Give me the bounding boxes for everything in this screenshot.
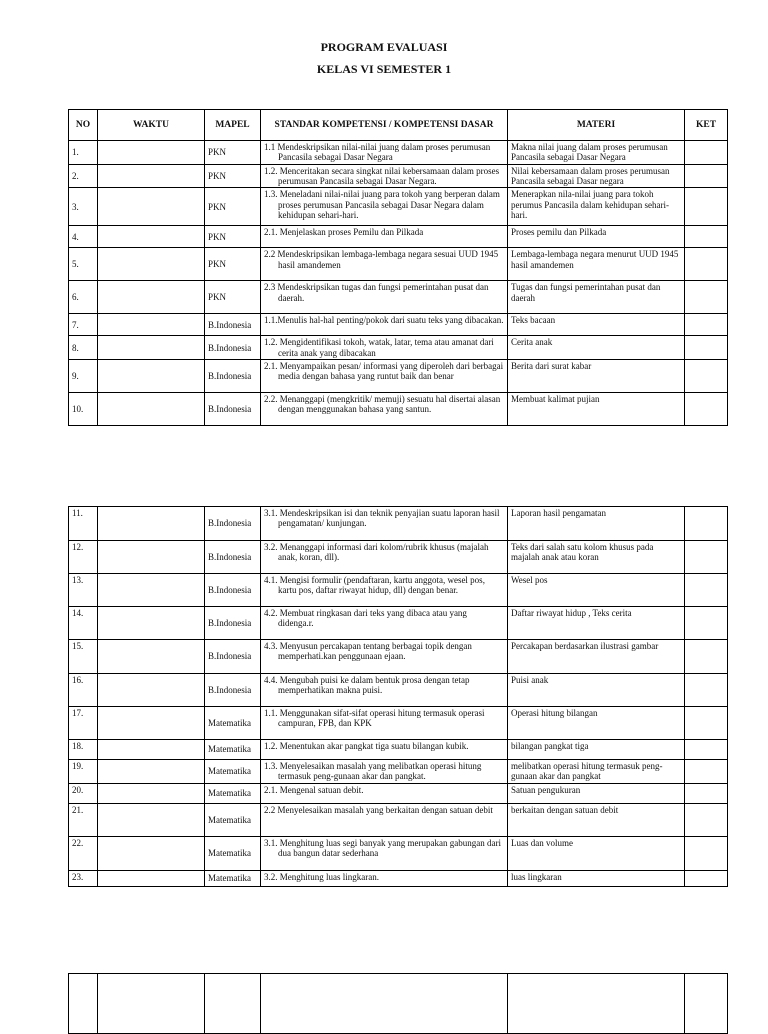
sk-text: 2.2. Menanggapi (mengkritik/ memuji) sesuatu hal disertai alasan dengan menggunakan bahasa yang santun. (264, 394, 501, 415)
cell-sk (261, 360, 508, 393)
cell-materi: Makna nilai juang dalam proses perumusan Pancasila sebagai Dasar Negara (508, 141, 685, 165)
table-row (69, 870, 728, 886)
sk-text: 2.2 Mendeskripsikan lembaga-lembaga negara sesuai UUD 1945 hasil amandemen (264, 249, 499, 270)
cell-mapel: B.Indonesia (205, 640, 261, 674)
sk-text: 4.1. Mengisi formulir (pendaftaran, kartu anggota, wesel pos, kartu pos, daftar riwayat hidup, dll) dengan benar. (264, 575, 485, 596)
cell-no: 17. (69, 707, 98, 740)
cell-mapel: B.Indonesia (205, 336, 261, 360)
cell-ket (685, 740, 728, 760)
cell-mapel: B.Indonesia (205, 360, 261, 393)
table-body-2 (69, 507, 728, 887)
cell-materi (508, 974, 685, 1034)
table-row (69, 248, 728, 281)
sk-text: 1.3. Meneladani nilai-nilai juang para tokoh yang berperan dalam proses perumusan Pancasila sebagai Dasar Negara dalam kehidupan sehari-hari. (264, 189, 500, 221)
cell-sk (261, 836, 508, 870)
cell-ket (685, 803, 728, 836)
cell-ket (685, 783, 728, 803)
cell-no: 23. (69, 870, 98, 886)
cell-waktu (98, 248, 205, 281)
table-row (69, 541, 728, 574)
cell-materi: Satuan pengukuran (508, 783, 685, 803)
cell-ket (685, 336, 728, 360)
table-header-row (69, 110, 728, 141)
cell-ket (685, 541, 728, 574)
cell-waktu (98, 507, 205, 541)
cell-waktu (98, 674, 205, 707)
cell-no: 8. (69, 336, 98, 360)
cell-materi: Lembaga-lembaga negara menurut UUD 1945 hasil amandemen (508, 248, 685, 281)
table-row (69, 393, 728, 426)
cell-mapel: B.Indonesia (205, 574, 261, 607)
cell-waktu (98, 226, 205, 248)
table-row (69, 640, 728, 674)
sk-text: 2.1. Mengenal satuan debit. (264, 784, 364, 795)
cell-mapel: Matematika (205, 870, 261, 886)
evaluation-table-3 (68, 973, 728, 1034)
sk-text: 4.2. Membuat ringkasan dari teks yang dibaca atau yang didenga.r. (264, 608, 467, 629)
cell-sk (261, 248, 508, 281)
cell-waktu (98, 360, 205, 393)
cell-sk (261, 314, 508, 336)
table-row (69, 314, 728, 336)
cell-sk (261, 164, 508, 188)
cell-ket (685, 640, 728, 674)
cell-waktu (98, 803, 205, 836)
table-row (69, 760, 728, 784)
cell-mapel: Matematika (205, 836, 261, 870)
sk-text: 4.3. Menyusun percakapan tentang berbagai topik dengan memperhati.kan penggunaan ejaan. (264, 641, 472, 662)
cell-waktu (98, 336, 205, 360)
cell-sk (261, 281, 508, 314)
page-subtitle: KELAS VI SEMESTER 1 (316, 62, 452, 76)
cell-mapel: B.Indonesia (205, 607, 261, 640)
cell-materi: Berita dari surat kabar (508, 360, 685, 393)
cell-ket (685, 314, 728, 336)
cell-materi: Teks dari salah satu kolom khusus pada majalah anak atau koran (508, 541, 685, 574)
cell-no (69, 974, 98, 1034)
col-sk-header: STANDAR KOMPETENSI / KOMPETENSI DASAR (261, 110, 508, 141)
table-body-1 (69, 141, 728, 426)
cell-waktu (98, 740, 205, 760)
cell-ket (685, 164, 728, 188)
cell-waktu (98, 640, 205, 674)
cell-sk (261, 760, 508, 784)
cell-waktu (98, 541, 205, 574)
cell-materi: Puisi anak (508, 674, 685, 707)
cell-sk (261, 141, 508, 165)
cell-mapel: B.Indonesia (205, 314, 261, 336)
cell-ket (685, 607, 728, 640)
cell-sk (261, 574, 508, 607)
cell-mapel: PKN (205, 281, 261, 314)
evaluation-table-2 (68, 506, 728, 887)
cell-materi: Tugas dan fungsi pemerintahan pusat dan daerah (508, 281, 685, 314)
cell-waktu (98, 281, 205, 314)
cell-mapel (205, 974, 261, 1034)
cell-mapel: PKN (205, 141, 261, 165)
cell-waktu (98, 607, 205, 640)
cell-no: 12. (69, 541, 98, 574)
cell-sk (261, 740, 508, 760)
sk-text: 1.2. Menceritakan secara singkat nilai kebersamaan dalam proses perumusan Pancasila sebagai Dasar Negara. (264, 165, 500, 187)
cell-no: 2. (69, 164, 98, 188)
table-row (69, 974, 728, 1034)
cell-waktu (98, 164, 205, 188)
cell-sk (261, 707, 508, 740)
cell-materi: Cerita anak (508, 336, 685, 360)
cell-sk (261, 188, 508, 226)
cell-ket (685, 836, 728, 870)
table-row (69, 707, 728, 740)
cell-no: 5. (69, 248, 98, 281)
cell-sk (261, 541, 508, 574)
sk-text: 3.2. Menghitung luas lingkaran. (264, 871, 379, 882)
sk-text: 1.3. Menyelesaikan masalah yang melibatkan operasi hitung termasuk peng-gunaan akar dan pangkat. (264, 761, 482, 782)
table-row (69, 336, 728, 360)
cell-materi: luas lingkaran (508, 870, 685, 886)
cell-materi: melibatkan operasi hitung termasuk peng-gunaan akar dan pangkat (508, 760, 685, 784)
table-row (69, 226, 728, 248)
cell-mapel: PKN (205, 226, 261, 248)
cell-sk (261, 393, 508, 426)
cell-waktu (98, 141, 205, 165)
cell-ket (685, 760, 728, 784)
cell-sk (261, 607, 508, 640)
cell-ket (685, 507, 728, 541)
cell-waktu (98, 314, 205, 336)
cell-waktu (98, 836, 205, 870)
table-row (69, 141, 728, 165)
cell-no: 9. (69, 360, 98, 393)
cell-ket (685, 281, 728, 314)
col-ket-header: KET (685, 110, 728, 141)
cell-waktu (98, 188, 205, 226)
cell-materi: Luas dan volume (508, 836, 685, 870)
cell-ket (685, 393, 728, 426)
sk-text: 2.1. Menyampaikan pesan/ informasi yang diperoleh dari berbagai media dengan bahasa yang runtut baik dan benar (264, 361, 504, 382)
table-row (69, 607, 728, 640)
cell-waktu (98, 974, 205, 1034)
table-row (69, 674, 728, 707)
cell-no: 7. (69, 314, 98, 336)
cell-mapel: B.Indonesia (205, 674, 261, 707)
cell-sk (261, 226, 508, 248)
table-row (69, 740, 728, 760)
cell-ket (685, 974, 728, 1034)
cell-ket (685, 226, 728, 248)
col-waktu-header: WAKTU (98, 110, 205, 141)
cell-materi: Percakapan berdasarkan ilustrasi gambar (508, 640, 685, 674)
cell-sk (261, 336, 508, 360)
cell-materi: berkaitan dengan satuan debit (508, 803, 685, 836)
cell-waktu (98, 707, 205, 740)
cell-no: 19. (69, 760, 98, 784)
col-materi-header: MATERI (508, 110, 685, 141)
cell-mapel: Matematika (205, 707, 261, 740)
sk-text: 3.1. Menghitung luas segi banyak yang merupakan gabungan dari dua bangun datar sederhana (264, 837, 501, 859)
cell-sk (261, 870, 508, 886)
cell-no: 15. (69, 640, 98, 674)
cell-ket (685, 870, 728, 886)
sk-text: 3.1. Mendeskripsikan isi dan teknik penyajian suatu laporan hasil pengamatan/ kunjungan. (264, 508, 500, 529)
cell-ket (685, 188, 728, 226)
cell-no: 4. (69, 226, 98, 248)
table-row (69, 836, 728, 870)
col-no-header: NO (69, 110, 98, 141)
cell-mapel: PKN (205, 188, 261, 226)
cell-sk (261, 507, 508, 541)
sk-text: 4.4. Mengubah puisi ke dalam bentuk prosa dengan tetap memperhatikan makna puisi. (264, 675, 470, 696)
cell-materi: Wesel pos (508, 574, 685, 607)
cell-waktu (98, 574, 205, 607)
table-row (69, 507, 728, 541)
cell-materi: Teks bacaan (508, 314, 685, 336)
cell-materi: Laporan hasil pengamatan (508, 507, 685, 541)
cell-materi: Nilai kebersamaan dalam proses perumusan Pancasila sebagai Dasar negara (508, 164, 685, 188)
sk-text: 1.1.Menulis hal-hal penting/pokok dari suatu teks yang dibacakan. (264, 315, 504, 326)
sk-text: 2.2 Menyelesaikan masalah yang berkaitan dengan satuan debit (264, 804, 493, 815)
table-row (69, 360, 728, 393)
cell-materi: Menerapkan nila-nilai juang para tokoh perumus Pancasila dalam kehidupan sehari-hari. (508, 188, 685, 226)
table-row (69, 281, 728, 314)
cell-no: 10. (69, 393, 98, 426)
cell-waktu (98, 870, 205, 886)
cell-sk (261, 974, 508, 1034)
cell-ket (685, 574, 728, 607)
cell-ket (685, 707, 728, 740)
table-row (69, 574, 728, 607)
evaluation-table-1 (68, 109, 728, 426)
cell-no: 16. (69, 674, 98, 707)
cell-mapel: B.Indonesia (205, 541, 261, 574)
cell-no: 6. (69, 281, 98, 314)
cell-mapel: B.Indonesia (205, 507, 261, 541)
cell-mapel: Matematika (205, 760, 261, 784)
cell-ket (685, 141, 728, 165)
cell-waktu (98, 393, 205, 426)
cell-sk (261, 674, 508, 707)
col-mapel-header: MAPEL (205, 110, 261, 141)
cell-no: 3. (69, 188, 98, 226)
table-row (69, 164, 728, 188)
cell-materi: Daftar riwayat hidup , Teks cerita (508, 607, 685, 640)
cell-materi: Proses pemilu dan Pilkada (508, 226, 685, 248)
cell-materi: Operasi hitung bilangan (508, 707, 685, 740)
sk-text: 1.2. Mengidentifikasi tokoh, watak, latar, tema atau amanat dari cerita anak yang dibacakan (264, 337, 494, 358)
sk-text: 2.3 Mendeskripsikan tugas dan fungsi pemerintahan pusat dan daerah. (264, 282, 489, 303)
sk-text: 1.1. Menggunakan sifat-sifat operasi hitung termasuk operasi campuran, FPB, dan KPK (264, 708, 485, 729)
cell-no: 14. (69, 607, 98, 640)
cell-no: 21. (69, 803, 98, 836)
cell-no: 20. (69, 783, 98, 803)
cell-mapel: Matematika (205, 803, 261, 836)
cell-materi: Membuat kalimat pujian (508, 393, 685, 426)
cell-no: 1. (69, 141, 98, 165)
cell-sk (261, 783, 508, 803)
cell-sk (261, 803, 508, 836)
cell-waktu (98, 760, 205, 784)
table-row (69, 803, 728, 836)
cell-ket (685, 360, 728, 393)
table-row (69, 188, 728, 226)
cell-waktu (98, 783, 205, 803)
cell-ket (685, 674, 728, 707)
cell-no: 13. (69, 574, 98, 607)
cell-materi: bilangan pangkat tiga (508, 740, 685, 760)
cell-ket (685, 248, 728, 281)
cell-mapel: PKN (205, 164, 261, 188)
cell-no: 22. (69, 836, 98, 870)
page-title: PROGRAM EVALUASI (320, 40, 448, 54)
sk-text: 1.2. Menentukan akar pangkat tiga suatu bilangan kubik. (264, 741, 469, 751)
sk-text: 1.1 Mendeskripsikan nilai-nilai juang dalam proses perumusan Pancasila sebagai Dasar Negara (264, 142, 491, 163)
table-row (69, 783, 728, 803)
cell-no: 18. (69, 740, 98, 760)
cell-mapel: Matematika (205, 740, 261, 760)
cell-mapel: Matematika (205, 783, 261, 803)
sk-text: 3.2. Menanggapi informasi dari kolom/rubrik khusus (majalah anak, koran, dll). (264, 542, 489, 563)
cell-sk (261, 640, 508, 674)
cell-no: 11. (69, 507, 98, 541)
cell-mapel: PKN (205, 248, 261, 281)
sk-text: 2.1. Menjelaskan proses Pemilu dan Pilkada (264, 227, 424, 238)
cell-mapel: B.Indonesia (205, 393, 261, 426)
